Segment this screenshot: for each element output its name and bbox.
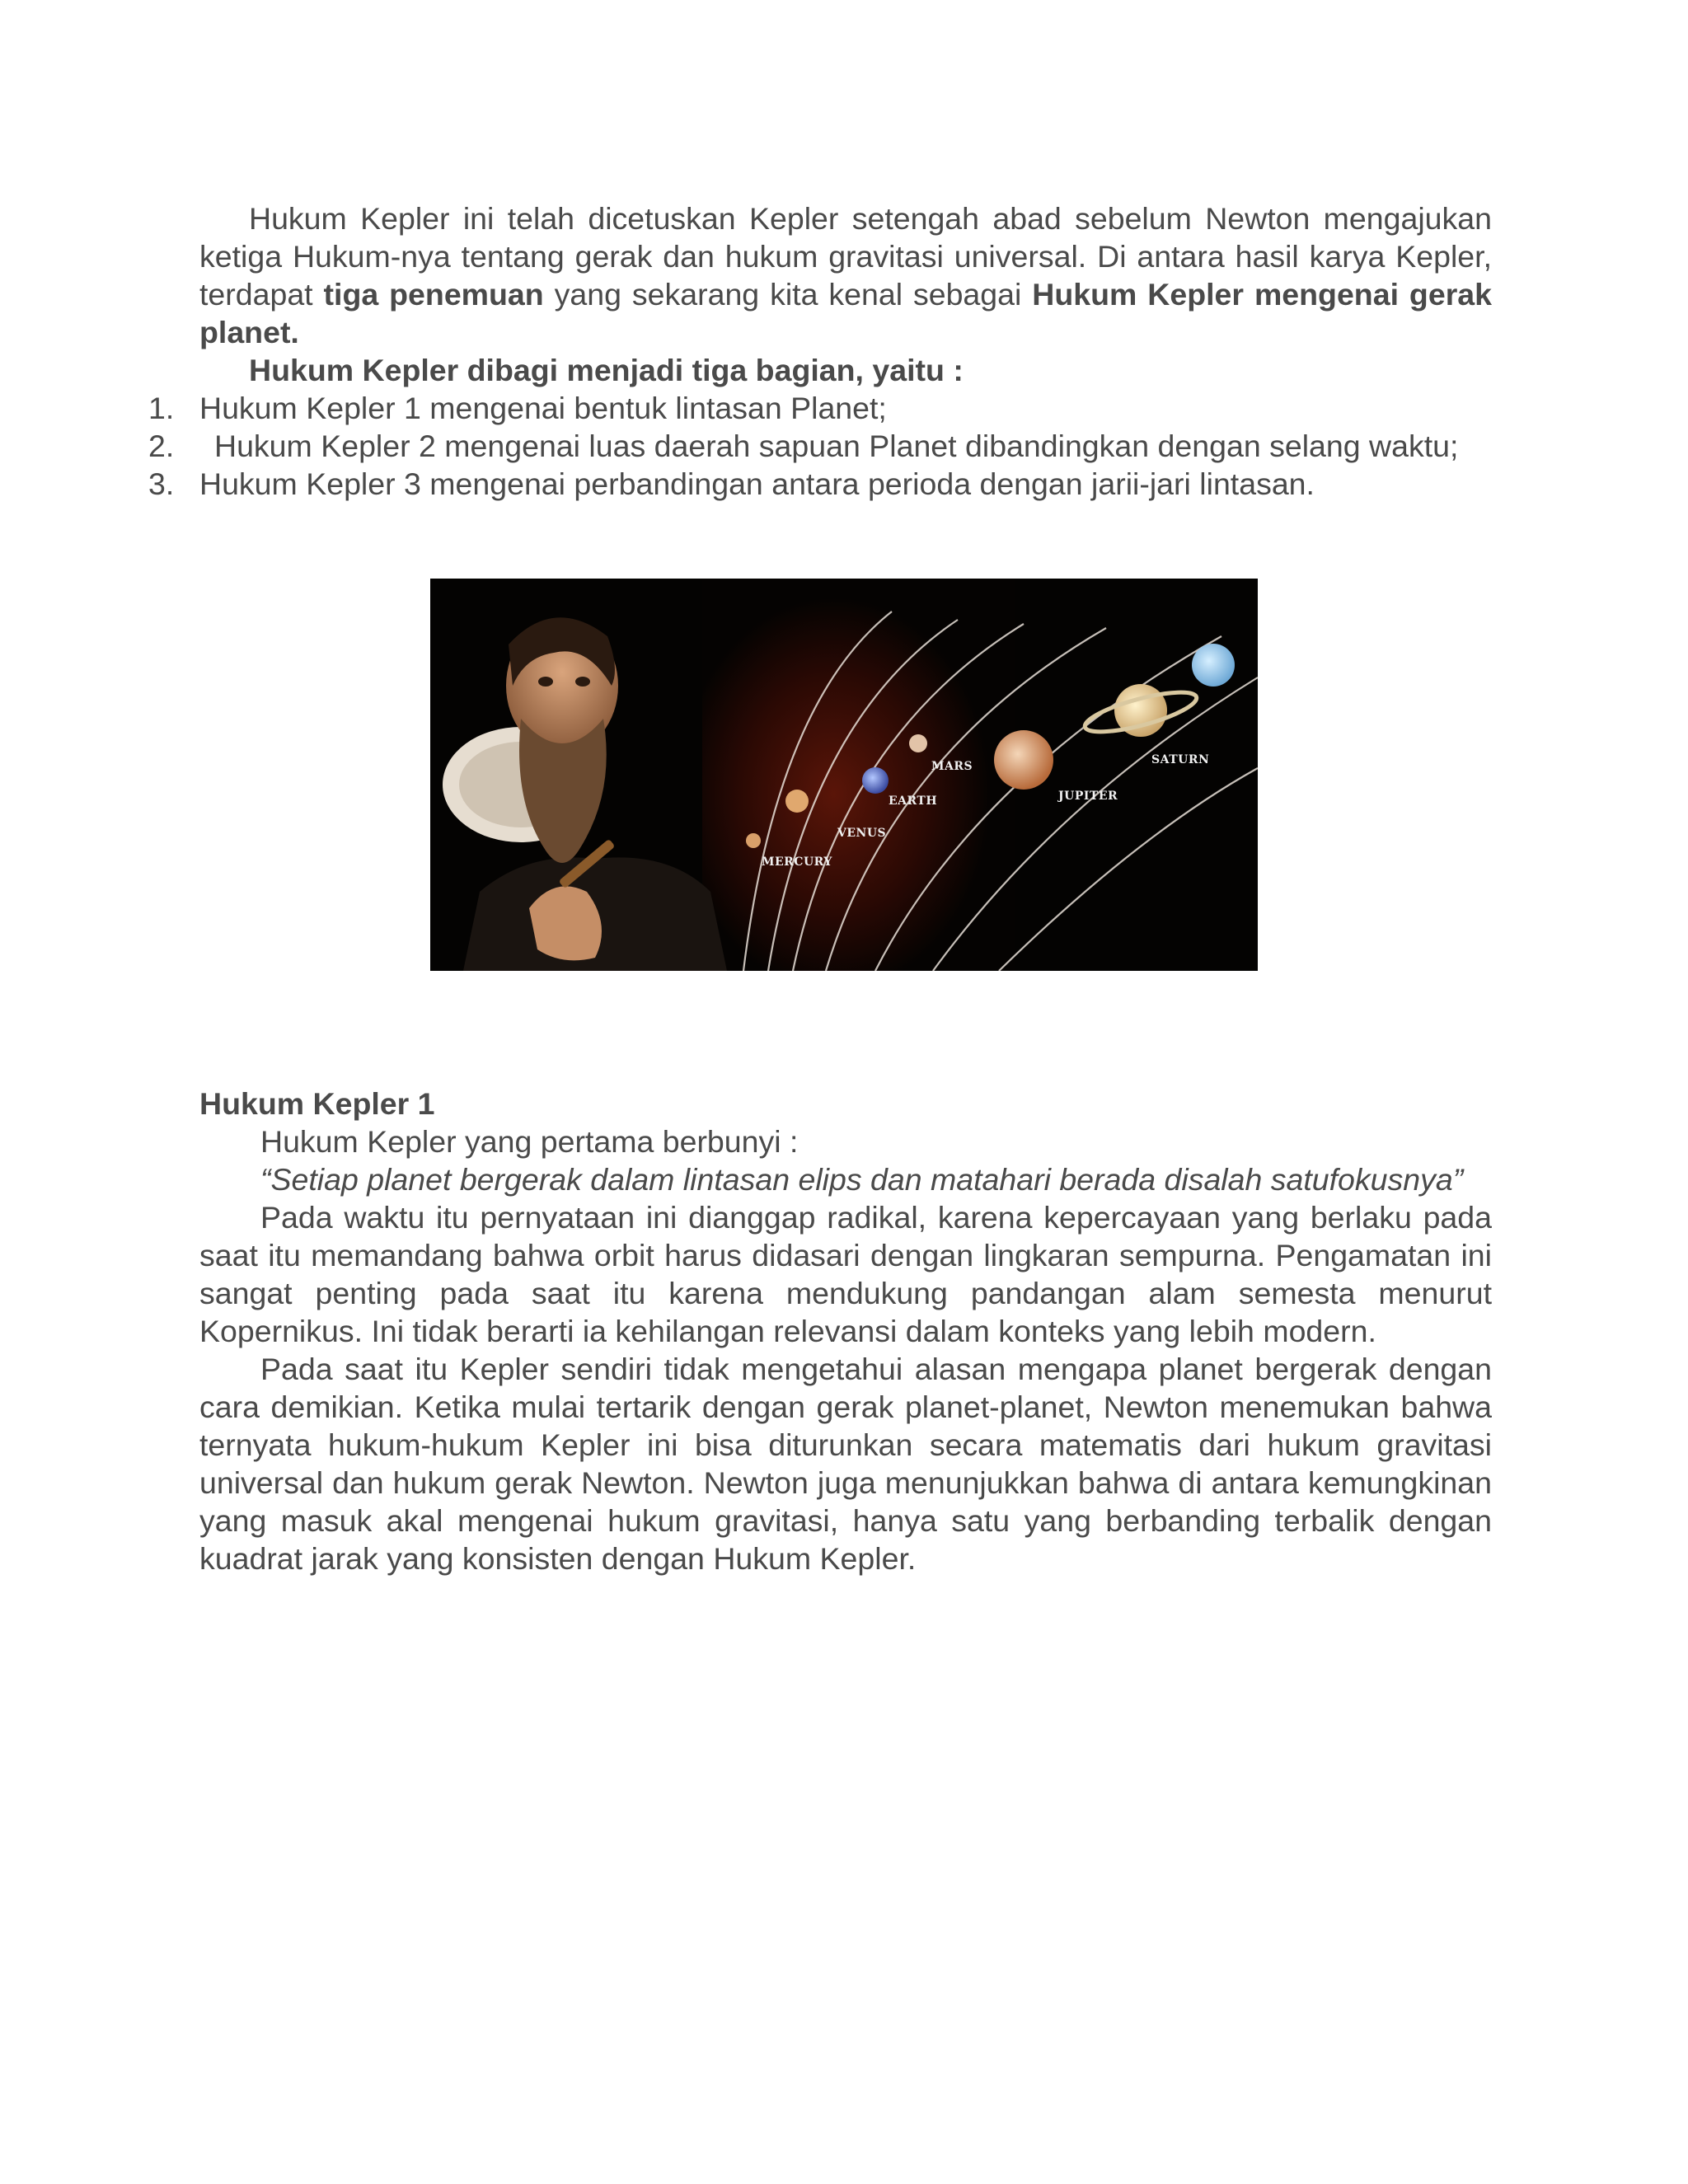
section-heading: Hukum Kepler 1 [199,1086,435,1121]
intro-bold-tiga-penemuan: tiga penemuan [323,277,544,312]
intro-bold-hukum-kepler: Hukum Kepler mengenai gerak planet. [199,277,1492,349]
list-item-text: Hukum Kepler 2 mengenai luas daerah sapuan Planet dibandingkan dengan selang waktu; [214,429,1459,463]
mercury-planet [746,833,761,848]
intro-block [148,199,1492,503]
uranus-planet [1192,644,1235,687]
intro-text-2: yang sekarang kita kenal sebagai [543,277,1033,312]
venus-label: VENUS [837,827,887,840]
section-paragraph-2: Pada saat itu Kepler sendiri tidak mengetahui alasan mengapa planet bergerak dengan cara demikian. Ketika mulai tertarik dengan gerak planet-planet, Newton menemukan bahwa ternyata hukum-hukum Kepler ini bisa diturunkan secara matematis dari hukum gravitasi universal dan hukum gerak Newton. Newton juga menunjukkan bahwa di antara kemungkinan yang masuk akal mengenai hukum gravitasi, hanya satu yang berbanding terbalik dengan kuadrat jarak yang konsisten dengan Hukum Kepler. [199,1352,1492,1576]
kepler-1-quote: “Setiap planet bergerak dalam lintasan elips dan matahari berada disalah satufokusnya” [260,1162,1464,1197]
list-heading: Hukum Kepler dibagi menjadi tiga bagian, yaitu : [249,353,964,387]
jupiter-planet [994,730,1053,790]
mars-planet [909,734,927,752]
earth-planet [862,767,889,794]
venus-planet [785,790,809,813]
earth-label: EARTH [889,794,938,808]
list-number: 2. [148,429,175,463]
list-item [148,389,1492,427]
kepler-solar-system-image [430,579,1258,971]
list-item-text: Hukum Kepler 3 mengenai perbandingan antara perioda dengan jarii-jari lintasan. [199,466,1315,501]
jupiter-label: JUPITER [1058,790,1118,803]
section-intro-line: Hukum Kepler yang pertama berbunyi : [260,1124,799,1159]
intro-paragraph [199,199,1492,351]
mercury-label: MERCURY [762,855,832,869]
list-item [148,427,1492,465]
saturn-label: SATURN [1151,753,1210,766]
list-number: 3. [148,466,175,501]
list-number: 1. [148,391,175,425]
list-item-text: Hukum Kepler 1 mengenai bentuk lintasan Planet; [199,391,887,425]
intro-text-1: Hukum Kepler ini telah dicetuskan Kepler setengah abad sebelum Newton mengajukan ketiga Hukum-nya tentang gerak dan hukum gravitasi universal. Di antara hasil karya Kepler, terdapat [199,201,1492,312]
section-paragraph-1: Pada waktu itu pernyataan ini dianggap radikal, karena kepercayaan yang berlaku pada saat itu memandang bahwa orbit harus didasari dengan lingkaran sempurna. Pengamatan ini sangat penting pada saat itu karena mendukung pandangan alam semesta menurut Kopernikus. Ini tidak berarti ia kehilangan relevansi dalam konteks yang lebih modern. [199,1200,1492,1348]
section-hukum-kepler-1 [199,1085,1492,1577]
kepler-illustration [430,579,1258,971]
list-item [148,465,1492,503]
mars-label: MARS [931,760,973,773]
kepler-law-list [148,389,1492,503]
